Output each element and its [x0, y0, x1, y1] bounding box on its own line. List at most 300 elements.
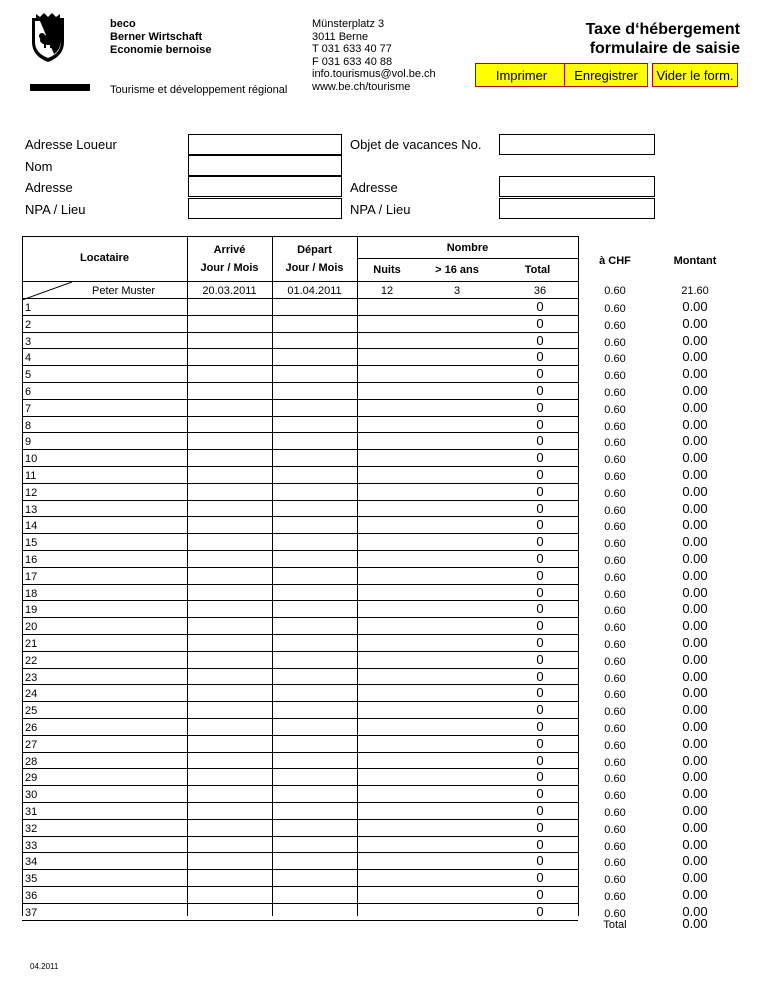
arrival-input[interactable] — [188, 803, 272, 818]
nights-input[interactable] — [358, 685, 417, 700]
row-number: 29 — [25, 772, 38, 785]
arrival-input[interactable] — [188, 618, 272, 633]
row-number: 9 — [25, 436, 32, 449]
arrival-input[interactable] — [188, 601, 272, 616]
row-amount: 0.00 — [682, 299, 708, 314]
row-amount: 0.00 — [682, 887, 708, 902]
departure-input[interactable] — [273, 870, 357, 885]
row-total: 0 — [536, 567, 544, 583]
over16-input[interactable] — [418, 669, 497, 684]
arrival-input[interactable] — [188, 786, 272, 801]
row-rate: 0.60 — [604, 471, 626, 483]
nights-input[interactable] — [358, 652, 417, 667]
tenant-input[interactable] — [40, 870, 187, 885]
arrival-input[interactable] — [188, 501, 272, 516]
departure-input[interactable] — [273, 719, 357, 734]
example-over16: 3 — [453, 285, 461, 297]
arrival-input[interactable] — [188, 333, 272, 348]
over16-input[interactable] — [418, 333, 497, 348]
tenant-input[interactable] — [40, 366, 187, 381]
departure-input[interactable] — [273, 685, 357, 700]
tenant-input[interactable] — [40, 887, 187, 902]
row-total: 0 — [536, 500, 544, 516]
arrival-input[interactable] — [188, 568, 272, 583]
departure-input[interactable] — [273, 316, 357, 331]
over16-input[interactable] — [418, 568, 497, 583]
over16-input[interactable] — [418, 417, 497, 432]
over16-input[interactable] — [418, 517, 497, 532]
over16-input[interactable] — [418, 652, 497, 667]
tenant-input[interactable] — [40, 534, 187, 549]
row-total: 0 — [536, 702, 544, 718]
address-field[interactable] — [188, 176, 342, 197]
tenant-input[interactable] — [40, 803, 187, 818]
arrival-input[interactable] — [188, 349, 272, 364]
zip-city-field[interactable] — [188, 198, 342, 219]
over16-input[interactable] — [418, 887, 497, 902]
row-number: 11 — [25, 470, 37, 482]
over16-input[interactable] — [418, 702, 497, 717]
example-amount: 21.60 — [681, 285, 709, 297]
row-total: 0 — [536, 853, 544, 869]
row-number: 37 — [25, 906, 38, 919]
tenant-input[interactable] — [40, 669, 187, 684]
tenant-input[interactable] — [40, 501, 187, 516]
tenant-input[interactable] — [40, 853, 187, 868]
nights-input[interactable] — [358, 316, 417, 331]
tenant-input[interactable] — [40, 702, 187, 717]
nights-input[interactable] — [358, 383, 417, 398]
departure-input[interactable] — [273, 349, 357, 364]
object-zip-city-field[interactable] — [499, 198, 655, 219]
tenant-input[interactable] — [40, 601, 187, 616]
row-number: 4 — [25, 352, 32, 365]
arrival-input[interactable] — [188, 400, 272, 415]
nights-input[interactable] — [358, 366, 417, 381]
example-departure: 01.04.2011 — [287, 285, 342, 297]
save-button[interactable]: Enregistrer — [564, 63, 648, 87]
arrival-input[interactable] — [188, 534, 272, 549]
example-tenant: Peter Muster — [92, 285, 155, 297]
nights-input[interactable] — [358, 753, 417, 768]
departure-input[interactable] — [273, 652, 357, 667]
row-rate: 0.60 — [604, 739, 626, 752]
arrival-input[interactable] — [188, 685, 272, 700]
nights-input[interactable] — [358, 517, 417, 532]
nights-input[interactable] — [358, 534, 417, 549]
departure-sub-header: Jour / Mois — [285, 262, 344, 274]
row-amount: 0.00 — [682, 685, 708, 701]
tenant-header: Locataire — [80, 252, 129, 264]
org-block — [110, 18, 211, 57]
tenant-input[interactable] — [40, 316, 187, 331]
row-amount: 0.00 — [682, 332, 708, 348]
row-divider — [22, 920, 578, 921]
arrival-input[interactable] — [188, 467, 272, 482]
row-amount: 0.00 — [682, 651, 708, 667]
over16-input[interactable] — [418, 585, 497, 600]
arrival-input[interactable] — [188, 719, 272, 734]
arrival-input[interactable] — [188, 450, 272, 465]
nights-input[interactable] — [358, 669, 417, 684]
tenant-input[interactable] — [40, 753, 187, 768]
over16-input[interactable] — [418, 467, 497, 482]
nights-input[interactable] — [358, 299, 417, 314]
departure-input[interactable] — [273, 433, 357, 448]
nights-input[interactable] — [358, 417, 417, 432]
nights-input[interactable] — [358, 853, 417, 868]
over16-input[interactable] — [418, 433, 497, 448]
nights-input[interactable] — [358, 870, 417, 885]
arrival-input[interactable] — [188, 837, 272, 852]
over16-input[interactable] — [418, 870, 497, 885]
departure-input[interactable] — [273, 299, 357, 314]
contact-line: F 031 633 40 88 — [312, 55, 393, 68]
row-rate: 0.60 — [604, 437, 626, 450]
departure-input[interactable] — [273, 383, 357, 398]
arrival-input[interactable] — [188, 736, 272, 751]
row-total: 0 — [536, 719, 544, 734]
row-number: 6 — [25, 386, 32, 398]
nights-input[interactable] — [358, 702, 417, 717]
name-field[interactable] — [188, 155, 342, 176]
tenant-input[interactable] — [40, 450, 187, 465]
tenant-input[interactable] — [40, 904, 187, 919]
over16-input[interactable] — [418, 534, 497, 549]
departure-input[interactable] — [273, 417, 357, 432]
name-label: Nom — [25, 159, 53, 174]
row-rate: 0.60 — [604, 891, 626, 903]
row-number: 18 — [25, 587, 38, 600]
row-amount: 0.00 — [682, 786, 708, 802]
arrival-input[interactable] — [188, 366, 272, 381]
example-total: 36 — [533, 285, 547, 297]
arrival-input[interactable] — [188, 887, 272, 902]
over16-input[interactable] — [418, 450, 497, 465]
tenant-input[interactable] — [40, 685, 187, 700]
over16-input[interactable] — [418, 904, 497, 919]
contact-line: T 031 633 40 77 — [312, 43, 392, 56]
over16-input[interactable] — [418, 551, 497, 566]
object-address-label: Adresse — [350, 180, 398, 195]
nights-input[interactable] — [358, 736, 417, 751]
departure-input[interactable] — [273, 753, 357, 768]
tenant-input[interactable] — [40, 349, 187, 364]
row-amount: 0.00 — [682, 315, 708, 331]
departure-input[interactable] — [273, 501, 357, 516]
nights-input[interactable] — [358, 433, 417, 448]
over16-input[interactable] — [418, 383, 497, 398]
row-total: 0 — [536, 450, 544, 466]
departure-input[interactable] — [273, 803, 357, 818]
arrival-input[interactable] — [188, 652, 272, 667]
departure-input[interactable] — [273, 467, 357, 482]
over16-input[interactable] — [418, 803, 497, 818]
row-number: 34 — [25, 856, 38, 869]
row-rate: 0.60 — [604, 655, 626, 668]
tenant-input[interactable] — [40, 484, 187, 499]
row-total: 0 — [536, 668, 544, 684]
departure-input[interactable] — [273, 786, 357, 801]
nights-input[interactable] — [358, 551, 417, 566]
nights-input[interactable] — [358, 618, 417, 633]
row-amount: 0.00 — [682, 735, 708, 751]
row-rate: 0.60 — [604, 319, 626, 332]
arrival-input[interactable] — [188, 433, 272, 448]
tenant-input[interactable] — [40, 820, 187, 835]
clear-form-button[interactable]: Vider le form. — [652, 63, 738, 87]
contact-line: www.be.ch/tourisme — [312, 80, 411, 93]
tenant-input[interactable] — [40, 299, 187, 314]
tenant-input[interactable] — [40, 400, 187, 415]
example-nights: 12 — [380, 285, 394, 297]
over16-input[interactable] — [418, 635, 497, 650]
over16-input[interactable] — [418, 601, 497, 616]
arrival-input[interactable] — [188, 702, 272, 717]
row-amount: 0.00 — [682, 366, 708, 382]
row-rate: 0.60 — [604, 555, 626, 567]
departure-input[interactable] — [273, 837, 357, 852]
over16-input[interactable] — [418, 685, 497, 700]
departure-input[interactable] — [273, 618, 357, 633]
departure-input[interactable] — [273, 904, 357, 919]
nights-input[interactable] — [358, 349, 417, 364]
row-rate: 0.60 — [604, 504, 626, 517]
arrival-input[interactable] — [188, 551, 272, 566]
arrival-input[interactable] — [188, 316, 272, 331]
nights-input[interactable] — [358, 803, 417, 818]
departure-input[interactable] — [273, 702, 357, 717]
over16-input[interactable] — [418, 719, 497, 734]
over16-input[interactable] — [418, 400, 497, 415]
row-amount: 0.00 — [682, 668, 708, 684]
row-amount: 0.00 — [682, 870, 708, 886]
arrival-input[interactable] — [188, 299, 272, 314]
landlord-address-field[interactable] — [188, 134, 342, 155]
nights-input[interactable] — [358, 568, 417, 583]
over16-input[interactable] — [418, 820, 497, 835]
nights-input[interactable] — [358, 333, 417, 348]
nights-input[interactable] — [358, 820, 417, 835]
departure-input[interactable] — [273, 887, 357, 902]
nights-input[interactable] — [358, 837, 417, 852]
row-rate: 0.60 — [604, 521, 626, 534]
row-amount: 0.00 — [682, 551, 708, 566]
arrival-input[interactable] — [188, 383, 272, 398]
tenant-input[interactable] — [40, 736, 187, 751]
departure-input[interactable] — [273, 366, 357, 381]
over16-input[interactable] — [418, 366, 497, 381]
arrival-input[interactable] — [188, 753, 272, 768]
row-number: 1 — [25, 302, 32, 314]
over16-input[interactable] — [418, 786, 497, 801]
row-total: 0 — [536, 836, 544, 852]
row-amount: 0.00 — [682, 752, 708, 768]
departure-input[interactable] — [273, 585, 357, 600]
over16-input[interactable] — [418, 299, 497, 314]
arrival-input[interactable] — [188, 669, 272, 684]
row-rate: 0.60 — [604, 387, 626, 399]
nights-input[interactable] — [358, 585, 417, 600]
address-label: Adresse — [25, 180, 73, 195]
over16-input[interactable] — [418, 484, 497, 499]
row-rate: 0.60 — [604, 874, 626, 887]
row-total: 0 — [536, 383, 544, 398]
over16-input[interactable] — [418, 316, 497, 331]
departure-input[interactable] — [273, 669, 357, 684]
nights-input[interactable] — [358, 904, 417, 919]
row-total: 0 — [536, 332, 544, 348]
nights-input[interactable] — [358, 887, 417, 902]
nights-input[interactable] — [358, 769, 417, 784]
nights-input[interactable] — [358, 501, 417, 516]
row-rate: 0.60 — [604, 706, 626, 719]
row-rate: 0.60 — [604, 773, 626, 786]
tenant-input[interactable] — [40, 652, 187, 667]
tenant-input[interactable] — [40, 635, 187, 650]
arrival-input[interactable] — [188, 820, 272, 835]
row-number: 8 — [25, 419, 32, 432]
departure-input[interactable] — [273, 450, 357, 465]
departure-input[interactable] — [273, 853, 357, 868]
nights-input[interactable] — [358, 635, 417, 650]
departure-input[interactable] — [273, 517, 357, 532]
row-total: 0 — [536, 416, 544, 432]
nights-input[interactable] — [358, 450, 417, 465]
row-amount: 0.00 — [682, 567, 708, 583]
nights-input[interactable] — [358, 719, 417, 734]
amount-header: Montant — [673, 255, 717, 267]
row-rate: 0.60 — [604, 756, 626, 769]
arrival-input[interactable] — [188, 904, 272, 919]
tenant-input[interactable] — [40, 551, 187, 566]
title-line: formulaire de saisie — [589, 40, 740, 57]
arrival-input[interactable] — [188, 417, 272, 432]
row-rate: 0.60 — [604, 588, 626, 601]
tenant-input[interactable] — [40, 517, 187, 532]
over16-input[interactable] — [418, 501, 497, 516]
rate-header: à CHF — [599, 255, 631, 267]
over16-input[interactable] — [418, 769, 497, 784]
departure-input[interactable] — [273, 400, 357, 415]
row-amount: 0.00 — [682, 769, 708, 785]
row-amount: 0.00 — [682, 836, 708, 852]
print-button[interactable]: Imprimer — [475, 63, 568, 87]
row-number: 35 — [25, 873, 38, 886]
row-number: 13 — [25, 503, 38, 516]
row-total: 0 — [536, 601, 544, 617]
row-amount: 0.00 — [682, 450, 708, 466]
row-rate: 0.60 — [604, 823, 626, 836]
tenant-input[interactable] — [40, 417, 187, 432]
tenant-input[interactable] — [40, 568, 187, 583]
departure-input[interactable] — [273, 333, 357, 348]
row-amount: 0.00 — [682, 383, 708, 398]
over16-input[interactable] — [418, 349, 497, 364]
tenant-input[interactable] — [40, 786, 187, 801]
departure-input[interactable] — [273, 568, 357, 583]
nights-input[interactable] — [358, 467, 417, 482]
tenant-input[interactable] — [40, 585, 187, 600]
nights-input[interactable] — [358, 400, 417, 415]
departure-input[interactable] — [273, 736, 357, 751]
nights-input[interactable] — [358, 601, 417, 616]
row-rate: 0.60 — [604, 303, 626, 315]
tenant-input[interactable] — [40, 467, 187, 482]
row-number: 7 — [25, 402, 32, 415]
row-total: 0 — [536, 366, 544, 382]
row-number: 16 — [25, 554, 38, 566]
tenant-input[interactable] — [40, 383, 187, 398]
arrival-input[interactable] — [188, 635, 272, 650]
row-amount: 0.00 — [682, 702, 708, 718]
row-total: 0 — [536, 870, 544, 886]
over16-input[interactable] — [418, 618, 497, 633]
org-line: Economie bernoise — [110, 44, 212, 56]
arrival-input[interactable] — [188, 484, 272, 499]
departure-input[interactable] — [273, 601, 357, 616]
arrival-input[interactable] — [188, 870, 272, 885]
tenant-input[interactable] — [40, 618, 187, 633]
tenant-input[interactable] — [40, 719, 187, 734]
departure-input[interactable] — [273, 551, 357, 566]
departure-input[interactable] — [273, 820, 357, 835]
row-rate: 0.60 — [604, 370, 626, 383]
row-total: 0 — [536, 786, 544, 802]
departure-input[interactable] — [273, 484, 357, 499]
example-rate: 0.60 — [604, 285, 626, 297]
departure-input[interactable] — [273, 769, 357, 784]
row-total: 0 — [536, 735, 544, 751]
arrival-input[interactable] — [188, 585, 272, 600]
zip-city-label: NPA / Lieu — [25, 202, 86, 217]
row-amount: 0.00 — [682, 803, 708, 818]
nights-input[interactable] — [358, 786, 417, 801]
row-number: 2 — [25, 318, 32, 331]
departure-header: Départ — [297, 244, 332, 256]
nights-input[interactable] — [358, 484, 417, 499]
row-number: 22 — [25, 654, 38, 667]
over16-input[interactable] — [418, 853, 497, 868]
over16-input[interactable] — [418, 736, 497, 751]
object-zip-city-label: NPA / Lieu — [350, 202, 411, 217]
object-address-field[interactable] — [499, 176, 655, 197]
arrival-input[interactable] — [188, 853, 272, 868]
row-amount: 0.00 — [682, 416, 708, 432]
row-rate: 0.60 — [604, 538, 626, 551]
contact-block — [312, 18, 436, 94]
departure-input[interactable] — [273, 635, 357, 650]
row-rate: 0.60 — [604, 723, 626, 735]
tenant-input[interactable] — [40, 333, 187, 348]
arrival-sub-header: Jour / Mois — [200, 262, 259, 274]
arrival-input[interactable] — [188, 517, 272, 532]
departure-input[interactable] — [273, 534, 357, 549]
row-rate: 0.60 — [604, 454, 626, 467]
tenant-input[interactable] — [40, 433, 187, 448]
tenant-input[interactable] — [40, 769, 187, 784]
object-no-field[interactable] — [499, 134, 655, 155]
row-number: 19 — [25, 604, 38, 617]
arrival-input[interactable] — [188, 769, 272, 784]
landlord-address-label: Adresse Loueur — [25, 137, 117, 152]
row-total: 0 — [536, 467, 544, 482]
row-number: 21 — [25, 638, 38, 650]
tenant-input[interactable] — [40, 837, 187, 852]
over16-input[interactable] — [418, 753, 497, 768]
object-no-label: Objet de vacances No. — [350, 137, 482, 152]
over16-input[interactable] — [418, 837, 497, 852]
